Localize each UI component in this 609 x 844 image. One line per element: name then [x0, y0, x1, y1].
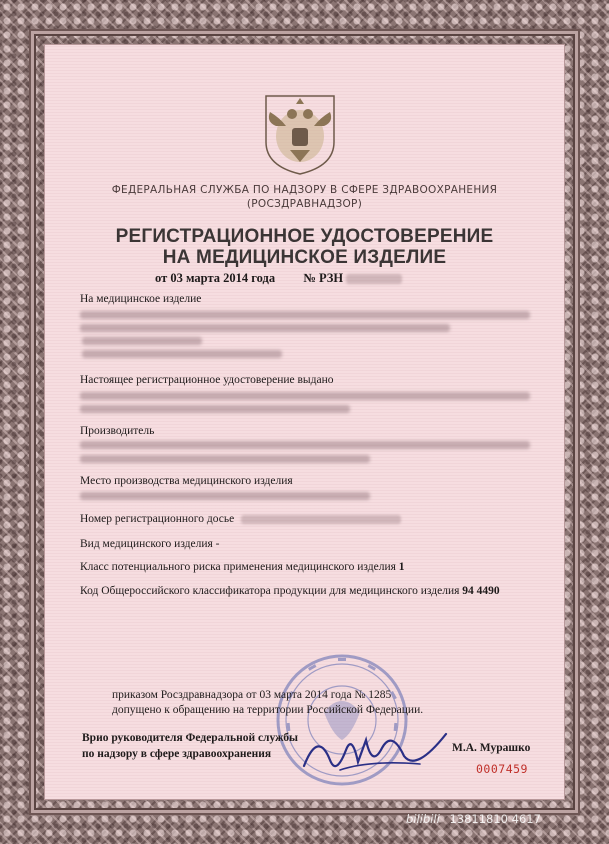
manufacturer-label: Производитель [80, 425, 155, 437]
issue-date: 03 марта 2014 года [170, 271, 276, 285]
device-kind-row [80, 538, 220, 550]
watermark [406, 812, 541, 826]
registration-number-redacted [346, 274, 402, 284]
date-prefix: от [155, 271, 168, 285]
handwritten-signature [300, 720, 450, 780]
device-description-redacted [80, 324, 450, 332]
device-variant-redacted [82, 350, 282, 358]
agency-abbreviation: (РОСЗДРАВНАДЗОР) [246, 198, 363, 210]
production-address-redacted [80, 492, 370, 500]
device-kind-value: - [215, 538, 220, 550]
signatory-position [82, 730, 298, 762]
number-code: РЗН [319, 271, 344, 285]
risk-class-row [80, 561, 405, 573]
device-description-redacted [80, 311, 530, 319]
serial-number: 0007459 [476, 762, 528, 776]
order-reference: приказом Росздравнадзора от 03 марта 2014 года № 1285 [112, 689, 392, 701]
circulation-permission: допущено к обращению на территории Российской Федерации. [112, 704, 424, 716]
holder-address-redacted [80, 405, 350, 413]
risk-class-label: Класс потенциального риска применения медицинского изделия [80, 561, 396, 573]
risk-class-value: 1 [398, 561, 405, 573]
signatory-name: М.А. Мурашко [452, 742, 531, 754]
holder-details-redacted [80, 392, 530, 400]
dossier-number-redacted [241, 515, 401, 524]
dossier-number-label [80, 513, 401, 525]
document-subtitle: НА МЕДИЦИНСКОЕ ИЗДЕЛИЕ [162, 247, 447, 268]
signatory-position-line2: по надзору в сфере здравоохранения [82, 748, 272, 760]
coat-of-arms-icon [258, 92, 342, 176]
issue-dateline [155, 271, 402, 286]
watermark-phone: 13811810 4617 [449, 812, 541, 826]
issued-to-label: Настоящее регистрационное удостоверение выдано [80, 374, 334, 386]
watermark-brand: bilibili [406, 812, 440, 826]
number-prefix: № [303, 271, 316, 285]
manufacturer-details-redacted [80, 441, 530, 449]
device-variant-redacted [82, 337, 202, 345]
classifier-label: Код Общероссийского классификатора продукции для медицинского изделия [80, 585, 460, 597]
manufacturer-address-redacted [80, 455, 370, 463]
production-place-label: Место производства медицинского изделия [80, 475, 293, 487]
device-kind-label: Вид медицинского изделия [80, 538, 213, 550]
dossier-label-text: Номер регистрационного досье [80, 513, 235, 525]
classifier-code: 94 4490 [462, 585, 500, 597]
classifier-row [80, 585, 500, 597]
device-label: На медицинское изделие [80, 293, 202, 305]
signatory-position-line1: Врио руководителя Федеральной службы [82, 732, 299, 744]
document-title: РЕГИСТРАЦИОННОЕ УДОСТОВЕРЕНИЕ [115, 226, 494, 247]
agency-name: ФЕДЕРАЛЬНАЯ СЛУЖБА ПО НАДЗОРУ В СФЕРЕ ЗДРАВООХРАНЕНИЯ [111, 184, 498, 196]
